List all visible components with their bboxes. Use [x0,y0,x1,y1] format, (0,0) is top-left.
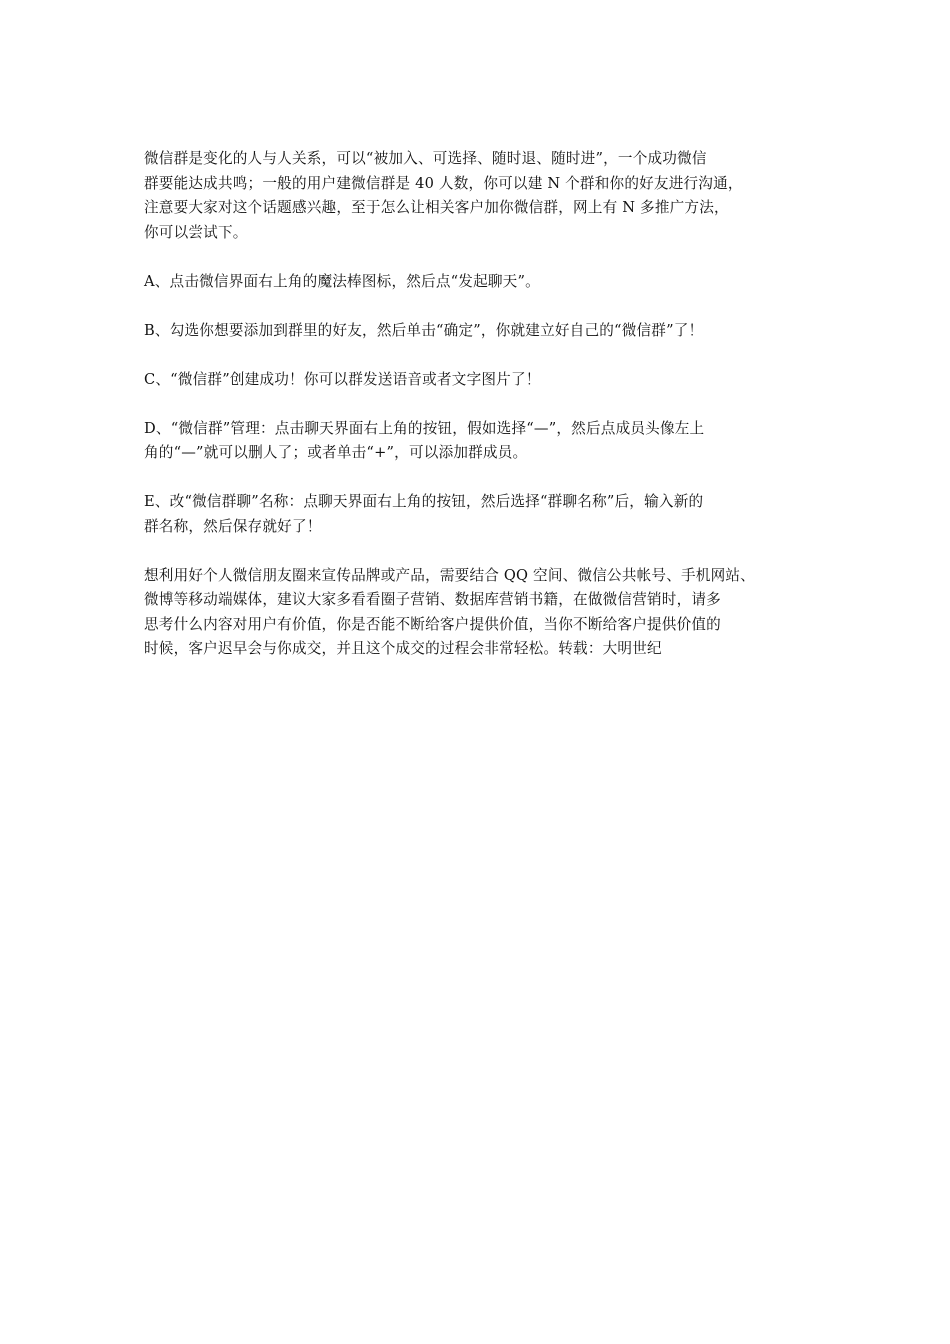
paragraph-conclusion [144,564,824,662]
text-line: 你可以尝试下。 [144,223,248,241]
text-line: 群名称，然后保存就好了！ [144,517,322,535]
text-line: 角的“—”就可以删人了；或者单击“+”，可以添加群成员。 [144,444,528,461]
text-line: E、改“微信群聊”名称：点聊天界面右上角的按钮，然后选择“群聊名称”后，输入新的 [144,493,704,510]
text-line: 微博等移动端媒体，建议大家多看看圈子营销、数据库营销书籍，在做微信营销时，请多 [144,591,721,608]
text-line: C、“微信群”创建成功！你可以群发送语音或者文字图片了！ [144,370,541,388]
text-line: 群要能达成共鸣；一般的用户建微信群是 40 人数，你可以建 N 个群和你的好友进行沟通， [144,174,743,192]
paragraph-step-a [144,270,824,295]
text-line: 想利用好个人微信朋友圈来宣传品牌或产品，需要结合 QQ 空间、微信公共帐号、手机网站、 [144,566,755,584]
paragraph-step-e [144,490,824,539]
text-line: 注意要大家对这个话题感兴趣，至于怎么让相关客户加你微信群，网上有 N 多推广方法， [144,199,729,216]
paragraph-step-c [144,368,824,393]
text-line: 思考什么内容对用户有价值，你是否能不断给客户提供价值，当你不断给客户提供价值的 [144,615,721,633]
text-line: B、勾选你想要添加到群里的好友，然后单击“确定”，你就建立好自己的“微信群”了！ [144,321,704,339]
paragraph-intro [144,147,824,245]
text-line: D、“微信群”管理：点击聊天界面右上角的按钮，假如选择“—”，然后点成员头像左上 [144,419,705,437]
text-line: 微信群是变化的人与人关系，可以“被加入、可选择、随时退、随时进”，一个成功微信 [144,150,707,167]
document-body [144,147,824,686]
text-line: 时候，客户迟早会与你成交，并且这个成交的过程会非常轻松。转载：大明世纪 [144,640,662,657]
text-line: A、点击微信界面右上角的魔法棒图标，然后点“发起聊天”。 [144,272,540,290]
paragraph-step-d [144,417,824,466]
paragraph-step-b [144,319,824,344]
